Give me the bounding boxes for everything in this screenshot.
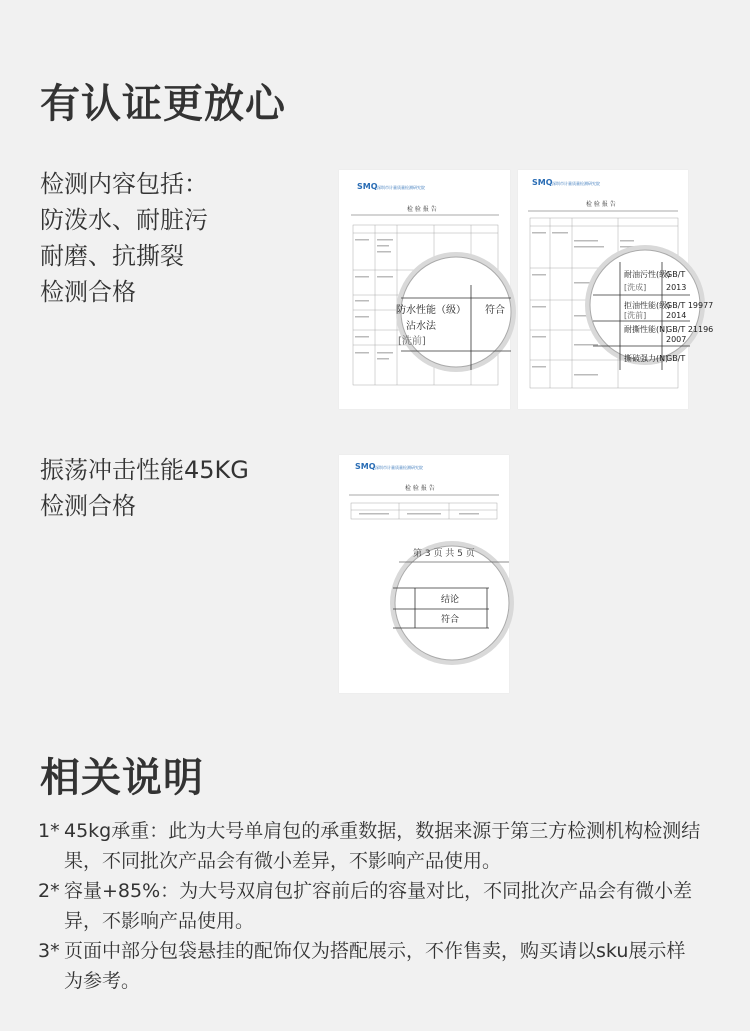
zoom-code: 2013 xyxy=(666,283,687,292)
note-item xyxy=(38,816,718,876)
section-title-certification: 有认证更放心 xyxy=(40,81,286,127)
zoom-code: GB/T 21196 xyxy=(666,325,714,334)
report-heading: 检 验 报 告 xyxy=(405,485,435,492)
zoom-state: [洗前] xyxy=(398,336,426,347)
desc-line: 防泼水、耐脏污 xyxy=(40,206,208,234)
report-logo: SMQ xyxy=(357,182,378,191)
report-logo: SMQ xyxy=(355,462,376,471)
desc-line: 检测合格 xyxy=(40,492,136,520)
desc-line: 振荡冲击性能45KG xyxy=(40,456,249,484)
note-line: 容量+85%：为大号双肩包扩容前后的容量对比，不同批次产品会有微小差 xyxy=(64,880,693,902)
zoom-code: 2007 xyxy=(666,335,687,344)
report-org: 深圳市计量质量检测研究院 xyxy=(377,185,425,190)
note-line: 页面中部分包袋悬挂的配饰仅为搭配展示，不作售卖，购买请以sku展示样 xyxy=(64,940,686,962)
test-report-image-1 xyxy=(339,170,510,409)
note-line: 45kg承重：此为大号单肩包的承重数据，数据来源于第三方检测机构检测结 xyxy=(64,820,701,842)
note-marker: 1* xyxy=(38,820,60,842)
zoom-code: GB/T xyxy=(666,270,686,279)
note-marker: 3* xyxy=(38,940,60,962)
report-heading: 检 验 报 告 xyxy=(407,206,437,213)
vibration-test-description xyxy=(40,452,249,524)
zoom-result: 符合 xyxy=(485,305,505,316)
note-item xyxy=(38,876,718,936)
desc-line: 耐磨、抗撕裂 xyxy=(40,242,184,270)
note-item xyxy=(38,936,718,996)
zoom-row: 耐油污性(级) xyxy=(624,270,671,279)
zoom-code: GB/T 19977 xyxy=(666,301,714,310)
test-report-image-3 xyxy=(339,455,509,693)
desc-line: 检测合格 xyxy=(40,278,136,306)
report-org: 深圳市计量质量检测研究院 xyxy=(375,465,423,470)
test-report-image-2 xyxy=(518,170,714,409)
note-line: 异，不影响产品使用。 xyxy=(64,910,255,932)
report-org: 深圳市计量质量检测研究院 xyxy=(552,181,600,186)
zoom-row: [洗前] xyxy=(624,311,647,320)
zoom-row: [洗成] xyxy=(624,283,647,292)
report-heading: 检 验 报 告 xyxy=(586,201,616,208)
zoom-code: 2014 xyxy=(666,311,687,320)
report-logo: SMQ xyxy=(532,178,553,187)
desc-line: 检测内容包括： xyxy=(40,170,208,198)
zoom-conclusion-label: 结论 xyxy=(441,595,460,605)
notes-list xyxy=(38,816,718,996)
zoom-page: 第 3 页 共 5 页 xyxy=(413,549,475,559)
zoom-row: 拒油性能(级) xyxy=(624,301,671,310)
note-marker: 2* xyxy=(38,880,60,902)
zoom-code: GB/T xyxy=(666,354,686,363)
note-line: 为参考。 xyxy=(64,970,141,992)
zoom-method: 沾水法 xyxy=(406,321,436,332)
zoom-item: 防水性能（级） xyxy=(396,305,466,316)
test-content-description xyxy=(40,166,208,310)
zoom-row: 撕破强力(N) xyxy=(624,354,669,363)
zoom-conclusion-value: 符合 xyxy=(441,615,460,625)
zoom-row: 耐撕性能(N) xyxy=(624,325,669,334)
section-title-notes: 相关说明 xyxy=(40,755,204,801)
note-line: 果，不同批次产品会有微小差异，不影响产品使用。 xyxy=(64,850,502,872)
